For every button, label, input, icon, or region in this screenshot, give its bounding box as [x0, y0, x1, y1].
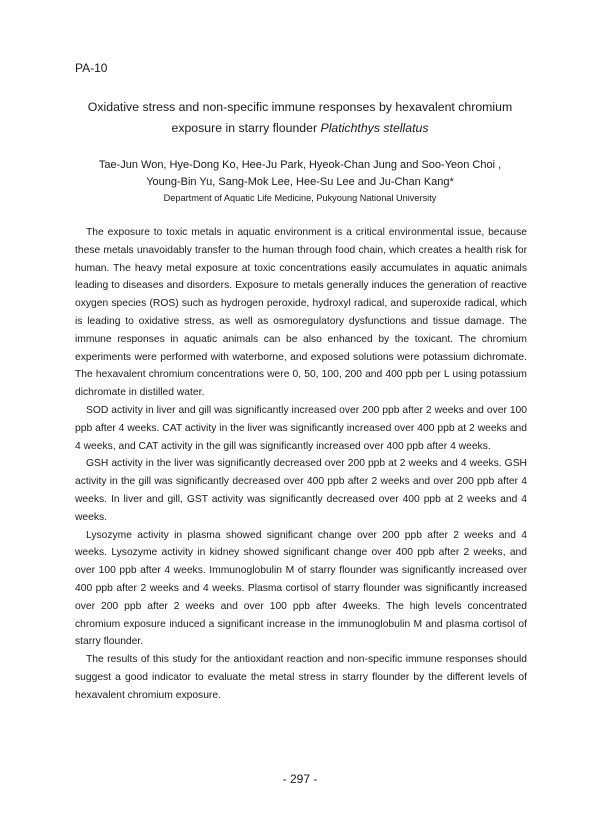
author-list	[70, 157, 530, 191]
title-species-name: Platichthys stellatus	[320, 121, 429, 135]
title-line-2-text: exposure in starry flounder	[171, 121, 321, 135]
abstract-body	[75, 224, 527, 705]
page-number: - 297 -	[282, 772, 318, 786]
authors-line-1: Tae-Jun Won, Hye-Dong Ko, Hee-Ju Park, Hyeok-Chan Jung and Soo-Yeon Choi ,	[98, 159, 502, 171]
paragraph-conclusion: The results of this study for the antioxidant reaction and non-specific immune responses should suggest a good indicator to evaluate the metal stress in starry flounder by the different levels of hexavalent chromium exposure.	[75, 654, 527, 701]
title-line-1: Oxidative stress and non-specific immune responses by hexavalent chromium	[87, 100, 513, 114]
paper-title	[60, 97, 540, 139]
title-line-2	[60, 118, 540, 139]
affiliation: Department of Aquatic Life Medicine, Pukyoung National University	[163, 193, 437, 203]
paragraph-sod-cat: SOD activity in liver and gill was significantly increased over 200 ppb after 2 weeks and over 100 ppb after 4 weeks. CAT activity in the liver was significantly increased over 400 ppb at 2 weeks and 4 weeks, and CAT activity in the gill was significantly increased over 400 ppb after 4 weeks.	[75, 404, 527, 452]
paragraph-gsh-gst: GSH activity in the liver was significantly decreased over 200 ppb at 2 weeks and 4 weeks. GSH activity in the gill was significantly decreased over 400 ppb after 2 weeks and over 200 ppb after 4 weeks. In liver and gill, GST activity was significantly decreased over 400 ppb at 2 weeks and 4 weeks.	[75, 458, 527, 523]
paragraph-immune: Lysozyme activity in plasma showed significant change over 200 ppb after 2 weeks and 4 weeks. Lysozyme activity in kidney showed significant change over 400 ppb after 2 weeks, and over 100 ppb after 4 weeks. Immunoglobulin M of starry flounder was significantly increased over 400 ppb after 2 weeks and 4 weeks. Plasma cortisol of starry flounder was significantly increased over 200 ppb after 2 weeks and over 100 ppb after 4weeks. The high levels concentrated chromium exposure induced a significant increase in the immunoglobulin M and plasma cortisol of starry flounder.	[75, 529, 527, 648]
abstract-code: PA-10	[75, 61, 108, 75]
paragraph-introduction: The exposure to toxic metals in aquatic environment is a critical environmental issue, because these metals unavoidably transfer to the human through food chain, which creates a health risk for human. The heavy metal exposure at toxic concentrations easily accumulates in aquatic animals leading to diseases and disorders. Exposure to metals generally induces the generation of reactive oxygen species (ROS) such as hydrogen peroxide, hydroxyl radical, and superoxide radical, which is leading to oxidative stress, as well as osmoregulatory dysfunctions and tissue damage. The immune responses in aquatic animals can be also enhanced by the toxicant. The chromium experiments were performed with waterborne, and exposed solutions were potassium dichromate. The hexavalent chromium concentrations were 0, 50, 100, 200 and 400 ppb per L using potassium dichromate in distilled water.	[75, 227, 527, 399]
authors-line-2: Young-Bin Yu, Sang-Mok Lee, Hee-Su Lee and Ju-Chan Kang*	[146, 176, 454, 188]
